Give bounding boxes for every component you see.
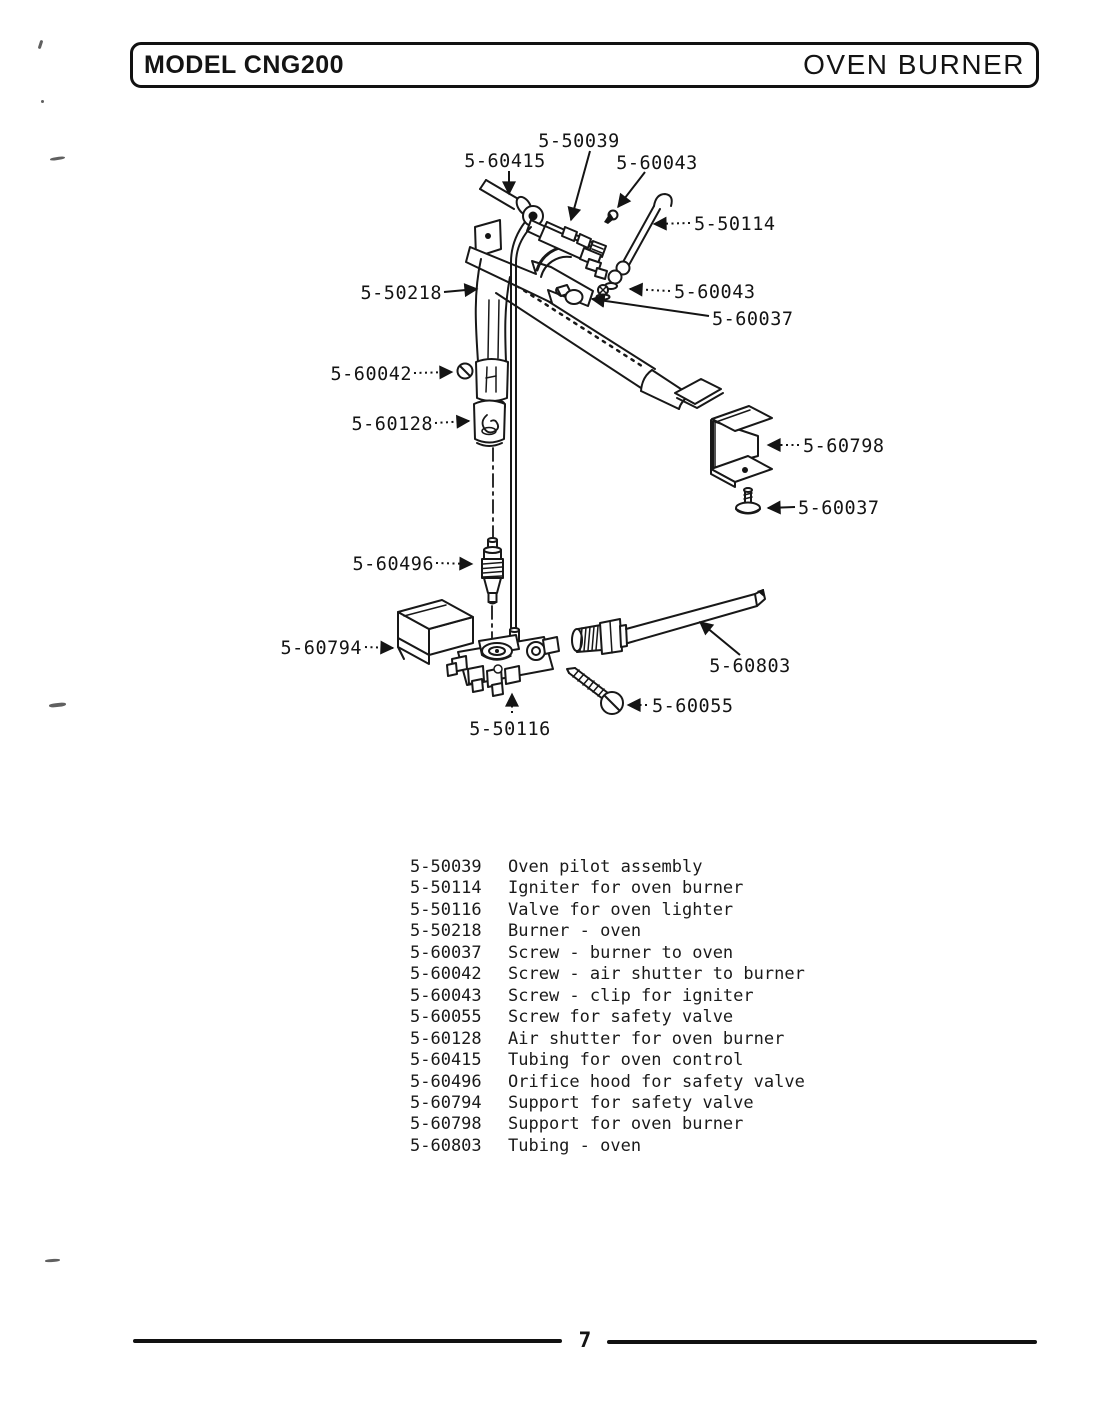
part-label: 5-60415 [464,151,546,172]
parts-list-row [410,1136,805,1157]
part-labels [281,131,885,740]
part-description: Screw - clip for igniter [508,985,754,1006]
burner-support-drawing [711,406,772,487]
part-number: 5-50114 [410,878,482,899]
part-label: 5-60496 [352,554,434,575]
part-number: 5-60803 [410,1135,482,1156]
oven-tubing-drawing [572,589,765,654]
part-label: 5-50114 [694,214,776,235]
parts-list-row [410,857,805,878]
part-label: 5-50116 [469,719,551,740]
safety-valve-screw-drawing [567,668,623,714]
part-description: Tubing - oven [508,1135,642,1156]
scan-artifact [41,100,44,103]
igniter-clip-screw-lower-drawing [597,285,610,306]
page-title: OVEN BURNER [803,49,1025,80]
model-number: MODEL CNG200 [144,50,345,79]
support-screw-drawing [736,488,760,514]
scan-artifact [45,1258,60,1262]
part-number: 5-50116 [410,899,482,920]
part-number: 5-50039 [410,857,482,877]
part-description: Screw - air shutter to burner [508,964,805,985]
parts-list-row [410,964,805,985]
part-description: Screw - burner to oven [508,942,734,963]
part-label: 5-60042 [330,364,412,385]
parts-list-row [410,878,805,899]
air-shutter-screw-drawing [458,364,473,379]
part-label: 5-60794 [280,638,362,659]
part-label: 5-60037 [712,309,794,330]
part-description: Tubing for oven control [508,1050,744,1071]
igniter-clip-screw-upper-drawing [604,211,618,225]
part-label: 5-60803 [709,656,791,677]
part-label: 5-60037 [798,498,880,519]
part-description: Valve for oven lighter [508,899,734,920]
parts-list-row [410,900,805,921]
part-number: 5-60037 [410,942,482,963]
orifice-hood-drawing [482,538,503,604]
part-description: Support for oven burner [508,1114,744,1135]
part-description: Igniter for oven burner [508,878,744,899]
part-number: 5-60042 [410,964,482,985]
part-description: Oven pilot assembly [508,857,703,877]
part-description: Orifice hood for safety valve [508,1071,805,1092]
parts-list-row [410,1072,805,1093]
part-label: 5-50218 [360,283,442,304]
part-label: 5-60798 [803,436,885,457]
part-description: Support for safety valve [508,1092,754,1113]
parts-list-row [410,986,805,1007]
part-description: Air shutter for oven burner [508,1028,785,1049]
part-label: 5-50039 [538,131,620,152]
parts-list-row [410,1050,805,1071]
part-number: 5-60128 [410,1028,482,1049]
part-number: 5-60055 [410,1007,482,1028]
part-number: 5-60043 [410,985,482,1006]
part-description: Burner - oven [508,921,642,942]
part-label: 5-60043 [616,153,698,174]
part-number: 5-50218 [410,921,482,942]
part-number: 5-60415 [410,1050,482,1071]
parts-list-row [410,1093,805,1114]
parts-list [410,857,805,1157]
air-shutter-drawing [474,401,505,447]
parts-list-row [410,1007,805,1028]
footer-rule-right [607,1340,1037,1344]
parts-list-row [410,1114,805,1135]
part-description: Screw for safety valve [508,1007,734,1028]
footer-rule-left [133,1339,562,1343]
page-number: 7 [578,1328,592,1352]
parts-list-row [410,921,805,942]
control-tubing-drawing [480,180,543,226]
parts-list-row [410,1029,805,1050]
parts-list-row [410,943,805,964]
part-number: 5-60496 [410,1071,482,1092]
part-label: 5-60055 [652,696,734,717]
igniter-drawing [605,194,672,289]
part-number: 5-60794 [410,1092,482,1113]
part-number: 5-60798 [410,1114,482,1135]
part-label: 5-60043 [674,282,756,303]
part-label: 5-60128 [351,414,433,435]
